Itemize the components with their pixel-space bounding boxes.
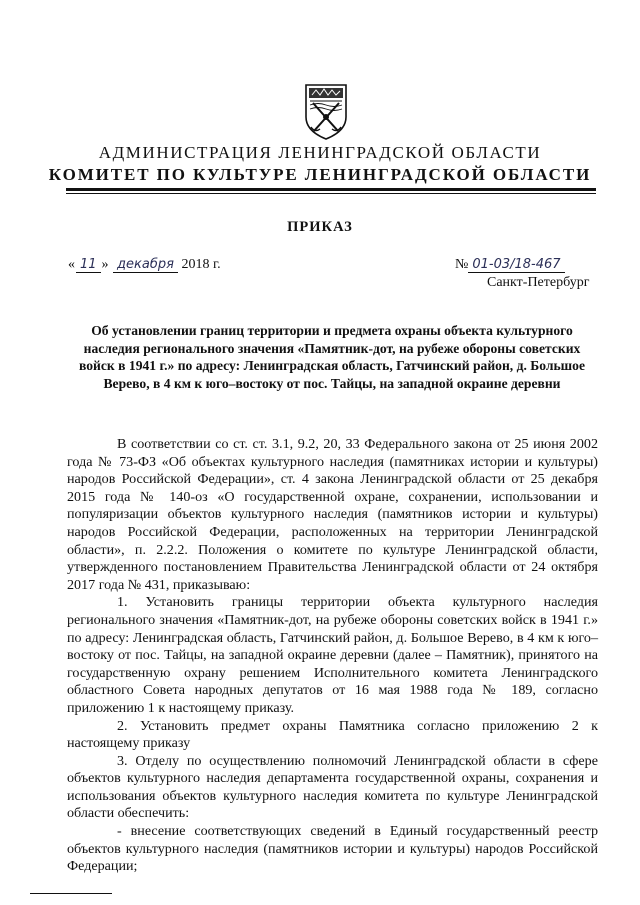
clause-3-paragraph: 3. Отделу по осуществлению полномочий Ленинградской области в сфере объектов культурного наследия департамента государственной охраны, сохранения и использования объектов культурного наследия комитета по культуре Ленинградской области обеспечить: bbox=[67, 752, 598, 822]
clause-2-paragraph: 2. Установить предмет охраны Памятника согласно приложению 2 к настоящему приказу bbox=[67, 717, 598, 752]
number-value: 01-03/18-467 bbox=[468, 257, 564, 273]
order-body bbox=[67, 436, 598, 876]
clause-1-paragraph: 1. Установить границы территории объекта культурного наследия регионального значения «Памятник-дот, на рубеже обороны советских войск в 1941 г.» по адресу: Ленинградская область, Гатчинский район, д. Большое Верево, в 4 км к юго–востоку от пос. Тайцы, на западной окраине деревни (далее – Памятник), принятого на государственную охрану решением Исполнительного комитета Ленинградского областного Совета народных депутатов от 16 мая 1988 года № 189, согласно приложению 1 к настоящему приказу. bbox=[67, 594, 598, 716]
header-divider-thick bbox=[66, 188, 596, 191]
date-day: 11 bbox=[76, 257, 101, 273]
number-prefix: № bbox=[455, 257, 469, 272]
leningrad-region-coat-of-arms-icon bbox=[302, 83, 350, 141]
date-month: декабря bbox=[113, 257, 178, 273]
clause-3-item-1: - внесение соответствующих сведений в Единый государственный реестр объектов культурного наследия (памятников истории и культуры) народов Российской Федерации; bbox=[67, 823, 598, 875]
date-quote-open: « bbox=[68, 257, 75, 272]
preamble-paragraph: В соответствии со ст. ст. 3.1, 9.2, 20, 33 Федерального закона от 25 июня 2002 года № 73-ФЗ «Об объектах культурного наследия (памятниках истории и культуры) народов Российской Федерации», ст. 4 закона Ленинградской области от 25 декабря 2015 года № 140-оз «О государственной охране, сохранении, использовании и популяризации объектов культурного наследия (памятников истории и культуры) народов Российской Федерации, расположенных на территории Ленинградской области», п. 2.2.2. Положения о комитете по культуре Ленинградской области, утвержденного постановлением Правительства Ленинградской области от 24 октября 2017 года № 431, приказываю: bbox=[67, 436, 598, 593]
org-name-line-2: КОМИТЕТ ПО КУЛЬТУРЕ ЛЕНИНГРАДСКОЙ ОБЛАСТИ bbox=[48, 165, 592, 184]
order-number bbox=[455, 257, 565, 273]
date-year: 2018 г. bbox=[181, 257, 221, 272]
order-title: Об установлении границ территории и предмета охраны объекта культурного наследия регионального значения «Памятник-дот, на рубеже обороны советских войск в 1941 г.» по адресу: Ленинградская область, Гатчинский район, д. Большое Верево, в 4 км к юго–востоку от пос. Тайцы, на западной окраине деревни bbox=[79, 323, 585, 391]
footnote-divider bbox=[30, 893, 112, 894]
date-quote-close: » bbox=[101, 257, 109, 272]
document-type-heading: ПРИКАЗ bbox=[287, 219, 353, 235]
header-divider-thin bbox=[66, 193, 596, 194]
org-name-line-1: АДМИНИСТРАЦИЯ ЛЕНИНГРАДСКОЙ ОБЛАСТИ bbox=[98, 143, 542, 162]
order-date bbox=[67, 257, 221, 273]
city-name: Санкт-Петербург bbox=[487, 275, 590, 290]
